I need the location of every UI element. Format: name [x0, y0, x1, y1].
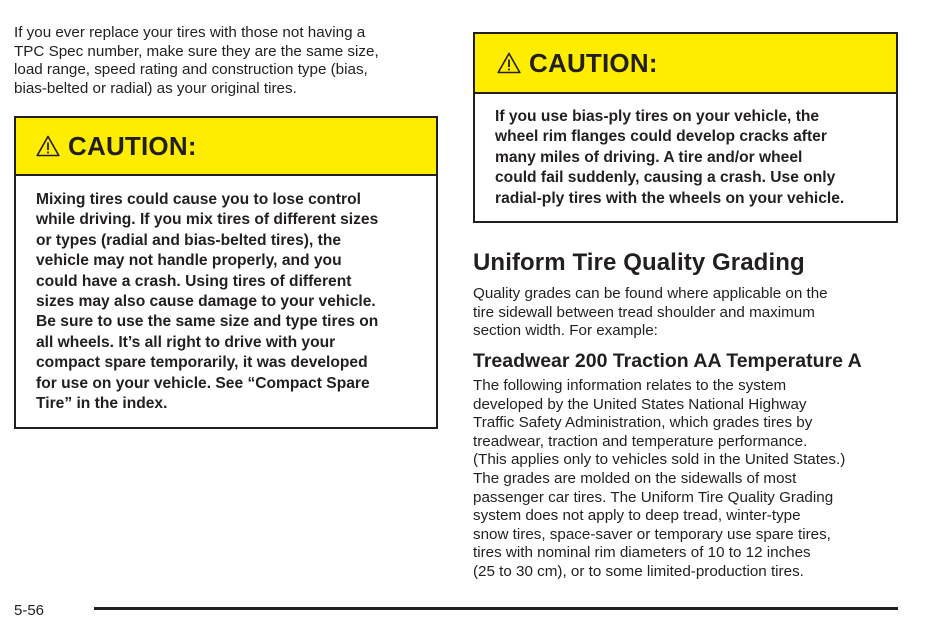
- caution-text: If you use bias-ply tires on your vehicle, the wheel rim flanges could develop cracks after many miles of driving. A tire and/or wheel could fail suddenly, causing a crash. Use only radial-ply tires with the wheels on your vehicle.: [495, 108, 845, 207]
- subsection-title: Treadwear 200 Traction AA Temperature A: [473, 350, 862, 372]
- page-number: 5-56: [14, 602, 45, 619]
- intro-paragraph: If you ever replace your tires with those not having a TPC Spec number, make sure they are the same size, load range, speed rating and construction type (bias, bias-belted or radial) as your original tires.: [14, 24, 379, 97]
- caution-text: Mixing tires could cause you to lose control while driving. If you mix tires of different sizes or types (radial and bias-belted tires), the vehicle may not handle properly, and you could have a crash. Using tires of different sizes may also cause damage to your vehicle. Be sure to use the same size and type tires on all wheels. It’s all right to drive with your compact spare temporarily, it was developed for use on your vehicle. See “Compact Spare Tire” in the index.: [36, 191, 379, 413]
- nhtsa-info-paragraph: The following information relates to the system developed by the United States National Highway Traffic Safety Administration, which grades tires by treadwear, traction and temperature performance. (This applies only to vehicles sold in the United States.) The grades are molded on the sidewalls of most passenger car tires. The Uniform Tire Quality Grading system does not apply to deep tread, winter-type snow tires, space-saver or temporary use spare tires, tires with nominal rim diameters of 10 to 12 inches (25 to 30 cm), or to some limited-production tires.: [473, 377, 846, 580]
- caution-box-mixing-tires: [14, 116, 438, 429]
- caution-heading: CAUTION:: [529, 47, 658, 78]
- caution-header: [16, 118, 436, 176]
- section-title: Uniform Tire Quality Grading: [473, 249, 805, 276]
- warning-triangle-icon: [36, 135, 60, 157]
- footer-rule: [94, 607, 898, 610]
- caution-heading: CAUTION:: [68, 130, 197, 161]
- caution-box-bias-ply: [473, 32, 898, 223]
- caution-header: [475, 34, 896, 94]
- quality-grades-paragraph: Quality grades can be found where applicable on the tire sidewall between tread shoulder and maximum section width. For example:: [473, 285, 828, 340]
- warning-triangle-icon: [497, 52, 521, 74]
